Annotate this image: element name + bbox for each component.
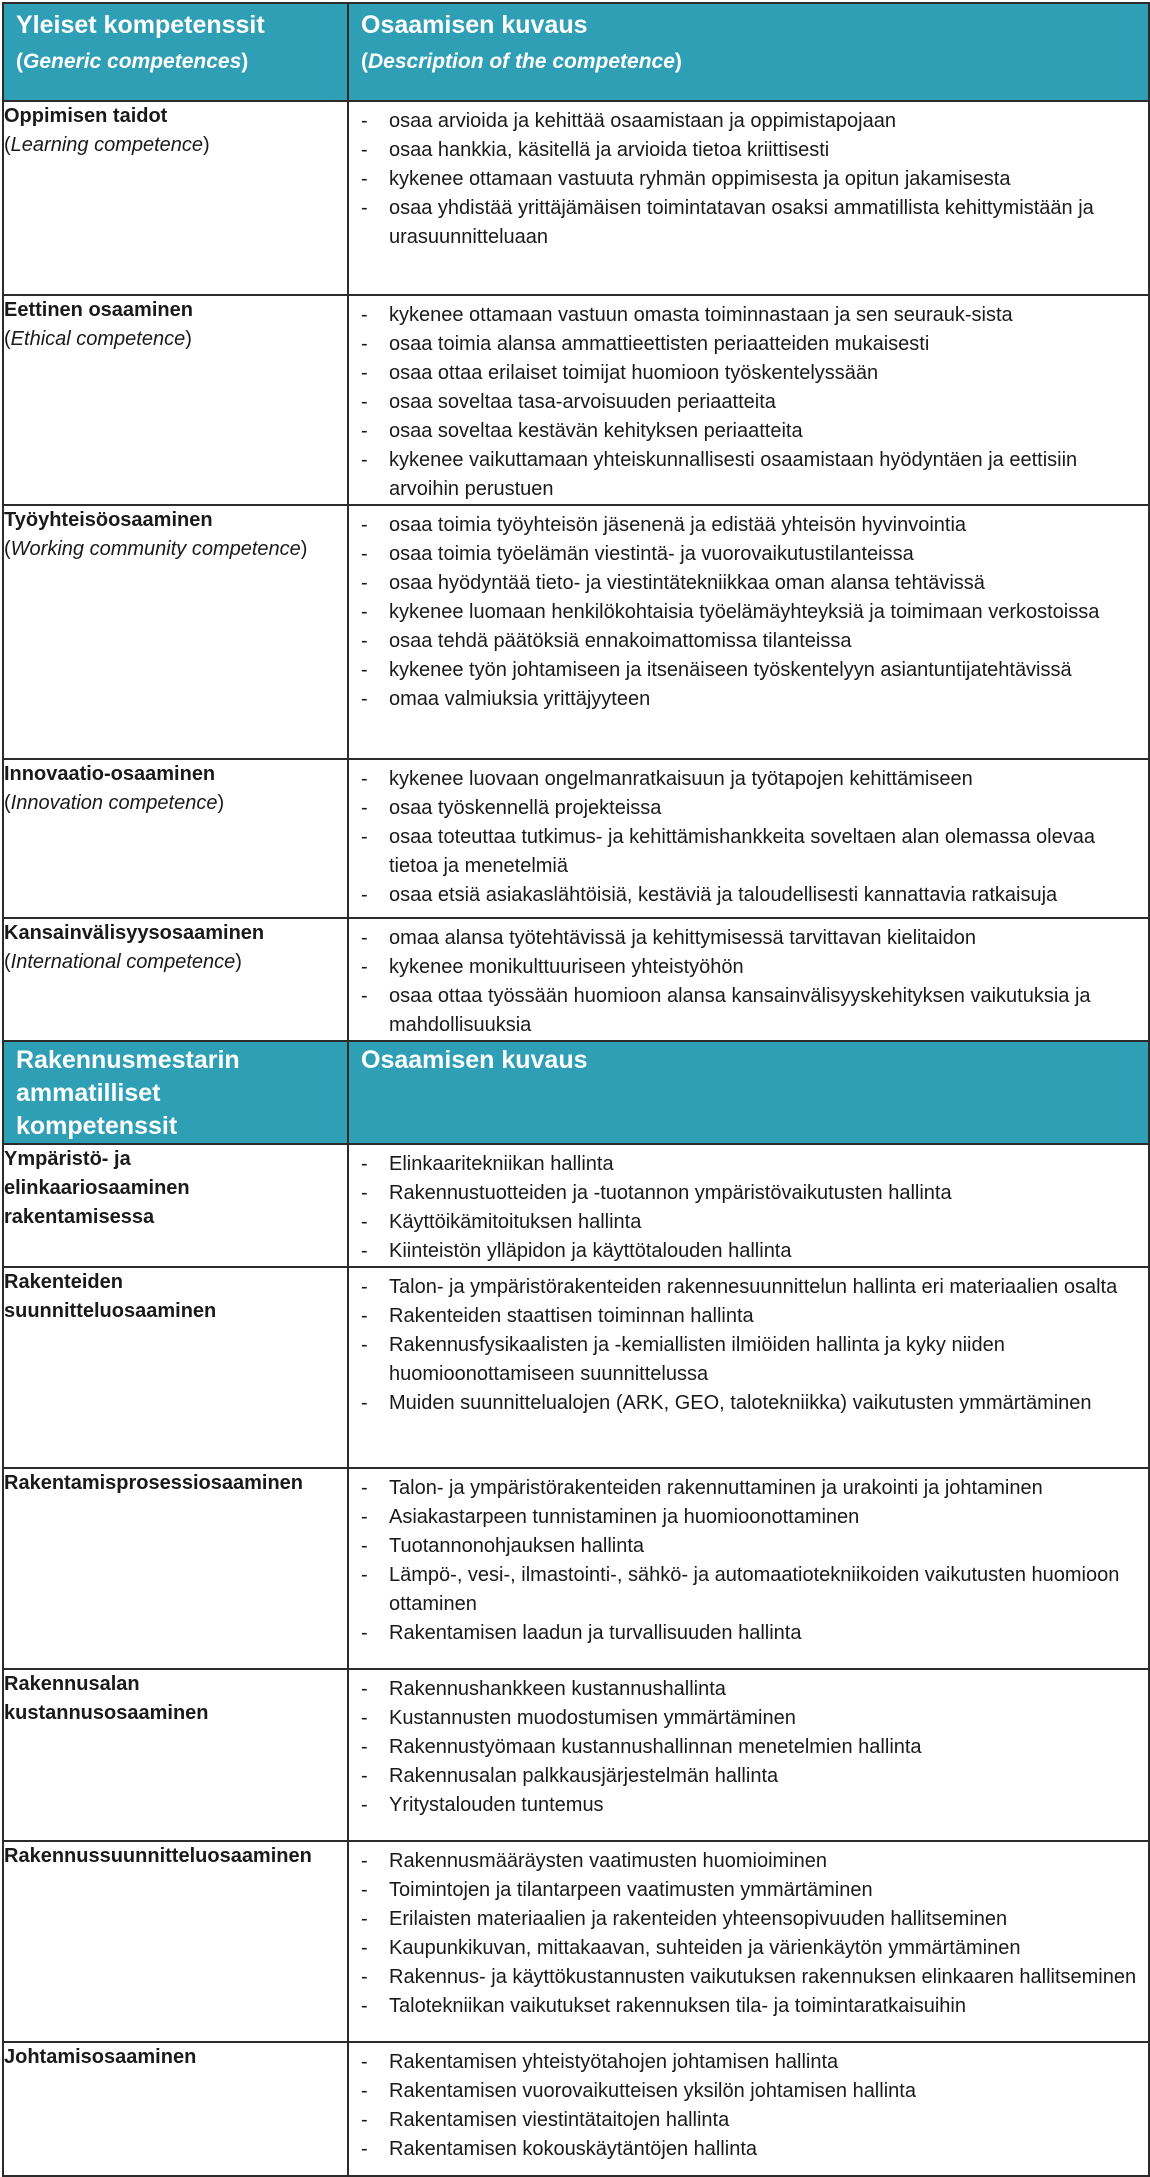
- competence-name: Innovaatio-osaaminen: [4, 763, 216, 785]
- competence-english-name: (International competence): [4, 951, 242, 973]
- generic-competence-row: [3, 295, 1149, 505]
- competence-description-cell: [348, 918, 1149, 1041]
- competence-english-name: (Working community competence): [4, 538, 308, 560]
- competence-description-list: [349, 102, 1148, 252]
- competence-description-item: - osaa tehdä päätöksiä ennakoimattomissa tilanteissa: [349, 627, 1140, 656]
- competence-table: [2, 2, 1150, 2177]
- competence-description-list: [349, 1670, 1148, 1820]
- professional-competence-row: [3, 1841, 1149, 2042]
- competence-description-item: - Rakentamisen kokouskäytäntöjen hallinta: [349, 2135, 1140, 2164]
- competence-description-list: [349, 296, 1148, 504]
- competence-description-item: - Asiakastarpeen tunnistaminen ja huomioonottaminen: [349, 1503, 1140, 1532]
- competence-description-cell: [348, 505, 1149, 759]
- competence-name-cell: [3, 295, 348, 505]
- professional-competence-row: [3, 1468, 1149, 1669]
- description-header-cell: [348, 3, 1149, 101]
- competence-description-item: - Lämpö-, vesi-, ilmastointi-, sähkö- ja automaatiotekniikoiden vaikutusten huomioon ottaminen: [349, 1561, 1140, 1619]
- competence-description-item: - Rakennushankkeen kustannushallinta: [349, 1675, 1140, 1704]
- competence-description-item: - osaa etsiä asiakaslähtöisiä, kestäviä ja taloudellisesti kannattavia ratkaisuja: [349, 881, 1140, 910]
- generic-competence-row: [3, 918, 1149, 1041]
- competence-name: Rakentamisprosessiosaaminen: [4, 1472, 304, 1494]
- competence-description-item: - osaa yhdistää yrittäjämäisen toimintatavan osaksi ammatillista kehittymistään ja urasuunnitteluaan: [349, 194, 1140, 252]
- competence-description-list: [349, 1268, 1148, 1418]
- competence-description-item: - Rakennusalan palkkausjärjestelmän hallinta: [349, 1762, 1140, 1791]
- competence-description-item: - kykenee monikulttuuriseen yhteistyöhön: [349, 953, 1140, 982]
- competence-description-item: - omaa alansa työtehtävissä ja kehittymisessä tarvittavan kielitaidon: [349, 924, 1140, 953]
- competence-name-cell: [3, 1267, 348, 1468]
- competence-description-item: - kykenee ottamaan vastuuta ryhmän oppimisesta ja opitun jakamisesta: [349, 165, 1140, 194]
- competence-description-item: - Kustannusten muodostumisen ymmärtäminen: [349, 1704, 1140, 1733]
- competence-description-cell: [348, 101, 1149, 295]
- competence-description-item: - Muiden suunnittelualojen (ARK, GEO, talotekniikka) vaikutusten ymmärtäminen: [349, 1389, 1140, 1418]
- competence-description-item: - osaa hyödyntää tieto- ja viestintätekniikkaa oman alansa tehtävissä: [349, 569, 1140, 598]
- competence-name: Kansainvälisyysosaaminen: [4, 922, 265, 944]
- competence-name: Rakenteiden suunnitteluosaaminen: [4, 1271, 217, 1322]
- competence-description-item: - Rakentamisen vuorovaikutteisen yksilön johtamisen hallinta: [349, 2077, 1140, 2106]
- competence-description-item: - osaa toimia alansa ammattieettisten periaatteiden mukaisesti: [349, 330, 1140, 359]
- competence-description-item: - omaa valmiuksia yrittäjyyteen: [349, 685, 1140, 714]
- competence-description-item: - osaa arvioida ja kehittää osaamistaan ja oppimistapojaan: [349, 107, 1140, 136]
- description-subtitle: (Description of the competence): [361, 50, 682, 73]
- professional-competence-row: [3, 1267, 1149, 1468]
- competence-description-cell: [348, 759, 1149, 918]
- competence-description-item: - osaa toimia työelämän viestintä- ja vuorovaikutustilanteissa: [349, 540, 1140, 569]
- competence-english-name: (Ethical competence): [4, 328, 192, 350]
- competence-description-item: - Talotekniikan vaikutukset rakennuksen tila- ja toimintaratkaisuihin: [349, 1992, 1140, 2021]
- competence-english-name: (Innovation competence): [4, 792, 225, 814]
- professional-competences-header-cell: [3, 1041, 348, 1144]
- competence-description-cell: [348, 1841, 1149, 2042]
- competence-description-item: - kykenee luomaan henkilökohtaisia työelämäyhteyksiä ja toimimaan verkostoissa: [349, 598, 1140, 627]
- competence-description-item: - Yritystalouden tuntemus: [349, 1791, 1140, 1820]
- competence-name-cell: [3, 1669, 348, 1841]
- competence-description-cell: [348, 2042, 1149, 2176]
- description-title: Osaamisen kuvaus: [361, 11, 588, 39]
- competence-description-cell: [348, 1267, 1149, 1468]
- professional-header-row: [3, 1041, 1149, 1144]
- competence-description-item: - osaa soveltaa kestävän kehityksen periaatteita: [349, 417, 1140, 446]
- competence-description-list: [349, 1145, 1148, 1266]
- generic-competences-title: Yleiset kompetenssit: [16, 11, 265, 39]
- generic-competences-header-cell: [3, 3, 348, 101]
- competence-description-item: - Rakennus- ja käyttökustannusten vaikutuksen rakennuksen elinkaaren hallitseminen: [349, 1963, 1140, 1992]
- competence-description-item: - osaa ottaa työssään huomioon alansa kansainvälisyyskehityksen vaikutuksia ja mahdollisuuksia: [349, 982, 1140, 1040]
- generic-header-row: [3, 3, 1149, 101]
- competence-description-item: - Rakentamisen yhteistyötahojen johtamisen hallinta: [349, 2048, 1140, 2077]
- competence-name: Työyhteisöosaaminen: [4, 509, 213, 531]
- competence-description-item: - kykenee vaikuttamaan yhteiskunnallisesti osaamistaan hyödyntäen ja eettisiin arvoihin perustuen: [349, 446, 1140, 504]
- competence-description-list: [349, 1469, 1148, 1648]
- competence-name: Ympäristö- ja elinkaariosaaminen rakentamisessa: [4, 1148, 190, 1228]
- competence-description-list: [349, 1842, 1148, 2021]
- competence-description-item: - Elinkaaritekniikan hallinta: [349, 1150, 1140, 1179]
- competence-english-name: (Learning competence): [4, 134, 210, 156]
- competence-description-item: - kykenee työn johtamiseen ja itsenäiseen työskentelyyn asiantuntijatehtävissä: [349, 656, 1140, 685]
- competence-description-item: - osaa toteuttaa tutkimus- ja kehittämishankkeita soveltaen alan olemassa olevaa tietoa ja menetelmiä: [349, 823, 1140, 881]
- competence-description-list: [349, 919, 1148, 1040]
- competence-description-list: [349, 760, 1148, 910]
- competence-name: Eettinen osaaminen: [4, 299, 193, 321]
- competence-description-item: - kykenee luovaan ongelmanratkaisuun ja työtapojen kehittämiseen: [349, 765, 1140, 794]
- generic-competences-subtitle: (Generic competences): [16, 50, 249, 73]
- competence-name-cell: [3, 1144, 348, 1267]
- competence-name: Rakennussuunnitteluosaaminen: [4, 1845, 312, 1867]
- competence-name-cell: [3, 918, 348, 1041]
- competence-description-cell: [348, 1669, 1149, 1841]
- competence-description-item: - Rakennusmääräysten vaatimusten huomioiminen: [349, 1847, 1140, 1876]
- competence-description-item: - Kaupunkikuvan, mittakaavan, suhteiden ja värienkäytön ymmärtäminen: [349, 1934, 1140, 1963]
- competence-name: Johtamisosaaminen: [4, 2046, 197, 2068]
- competence-name-cell: [3, 505, 348, 759]
- competence-description-item: - Talon- ja ympäristörakenteiden rakennuttaminen ja urakointi ja johtaminen: [349, 1474, 1140, 1503]
- competence-name-cell: [3, 1841, 348, 2042]
- competence-description-item: - Rakennustyömaan kustannushallinnan menetelmien hallinta: [349, 1733, 1140, 1762]
- competence-description-item: - Rakenteiden staattisen toiminnan hallinta: [349, 1302, 1140, 1331]
- competence-description-item: - osaa työskennellä projekteissa: [349, 794, 1140, 823]
- competence-description-cell: [348, 295, 1149, 505]
- professional-competences-title: Rakennusmestarin ammatilliset kompetenssit: [16, 1046, 240, 1140]
- competence-description-item: - kykenee ottamaan vastuun omasta toiminnastaan ja sen seurauk-sista: [349, 301, 1140, 330]
- competence-name-cell: [3, 759, 348, 918]
- competence-description-item: - osaa ottaa erilaiset toimijat huomioon työskentelyssään: [349, 359, 1140, 388]
- competence-description-item: - osaa hankkia, käsitellä ja arvioida tietoa kriittisesti: [349, 136, 1140, 165]
- competence-description-item: - Rakennustuotteiden ja -tuotannon ympäristövaikutusten hallinta: [349, 1179, 1140, 1208]
- competence-description-cell: [348, 1468, 1149, 1669]
- competence-description-item: - Kiinteistön ylläpidon ja käyttötalouden hallinta: [349, 1237, 1140, 1266]
- competence-description-item: - Rakennusfysikaalisten ja -kemiallisten ilmiöiden hallinta ja kyky niiden huomioonottamiseen suunnittelussa: [349, 1331, 1140, 1389]
- competence-description-cell: [348, 1144, 1149, 1267]
- competence-name-cell: [3, 101, 348, 295]
- competence-description-item: - Erilaisten materiaalien ja rakenteiden yhteensopivuuden hallitseminen: [349, 1905, 1140, 1934]
- competence-name-cell: [3, 1468, 348, 1669]
- competence-description-item: - Talon- ja ympäristörakenteiden rakennesuunnittelun hallinta eri materiaalien osalta: [349, 1273, 1140, 1302]
- professional-competence-row: [3, 1669, 1149, 1841]
- professional-competence-row: [3, 1144, 1149, 1267]
- competence-description-item: - osaa soveltaa tasa-arvoisuuden periaatteita: [349, 388, 1140, 417]
- competence-description-item: - Rakentamisen laadun ja turvallisuuden hallinta: [349, 1619, 1140, 1648]
- competence-description-list: [349, 506, 1148, 714]
- competence-description-list: [349, 2043, 1148, 2164]
- professional-competence-row: [3, 2042, 1149, 2176]
- competence-description-item: - Rakentamisen viestintätaitojen hallinta: [349, 2106, 1140, 2135]
- competence-description-item: - Toimintojen ja tilantarpeen vaatimusten ymmärtäminen: [349, 1876, 1140, 1905]
- competence-description-item: - Tuotannonohjauksen hallinta: [349, 1532, 1140, 1561]
- competence-name: Rakennusalan kustannusosaaminen: [4, 1673, 209, 1724]
- competence-name: Oppimisen taidot: [4, 105, 168, 127]
- generic-competence-row: [3, 759, 1149, 918]
- generic-competence-row: [3, 101, 1149, 295]
- competence-name-cell: [3, 2042, 348, 2176]
- competence-description-item: - osaa toimia työyhteisön jäsenenä ja edistää yhteisön hyvinvointia: [349, 511, 1140, 540]
- generic-competence-row: [3, 505, 1149, 759]
- professional-description-title: Osaamisen kuvaus: [361, 1046, 588, 1074]
- professional-description-header-cell: [348, 1041, 1149, 1144]
- competence-description-item: - Käyttöikämitoituksen hallinta: [349, 1208, 1140, 1237]
